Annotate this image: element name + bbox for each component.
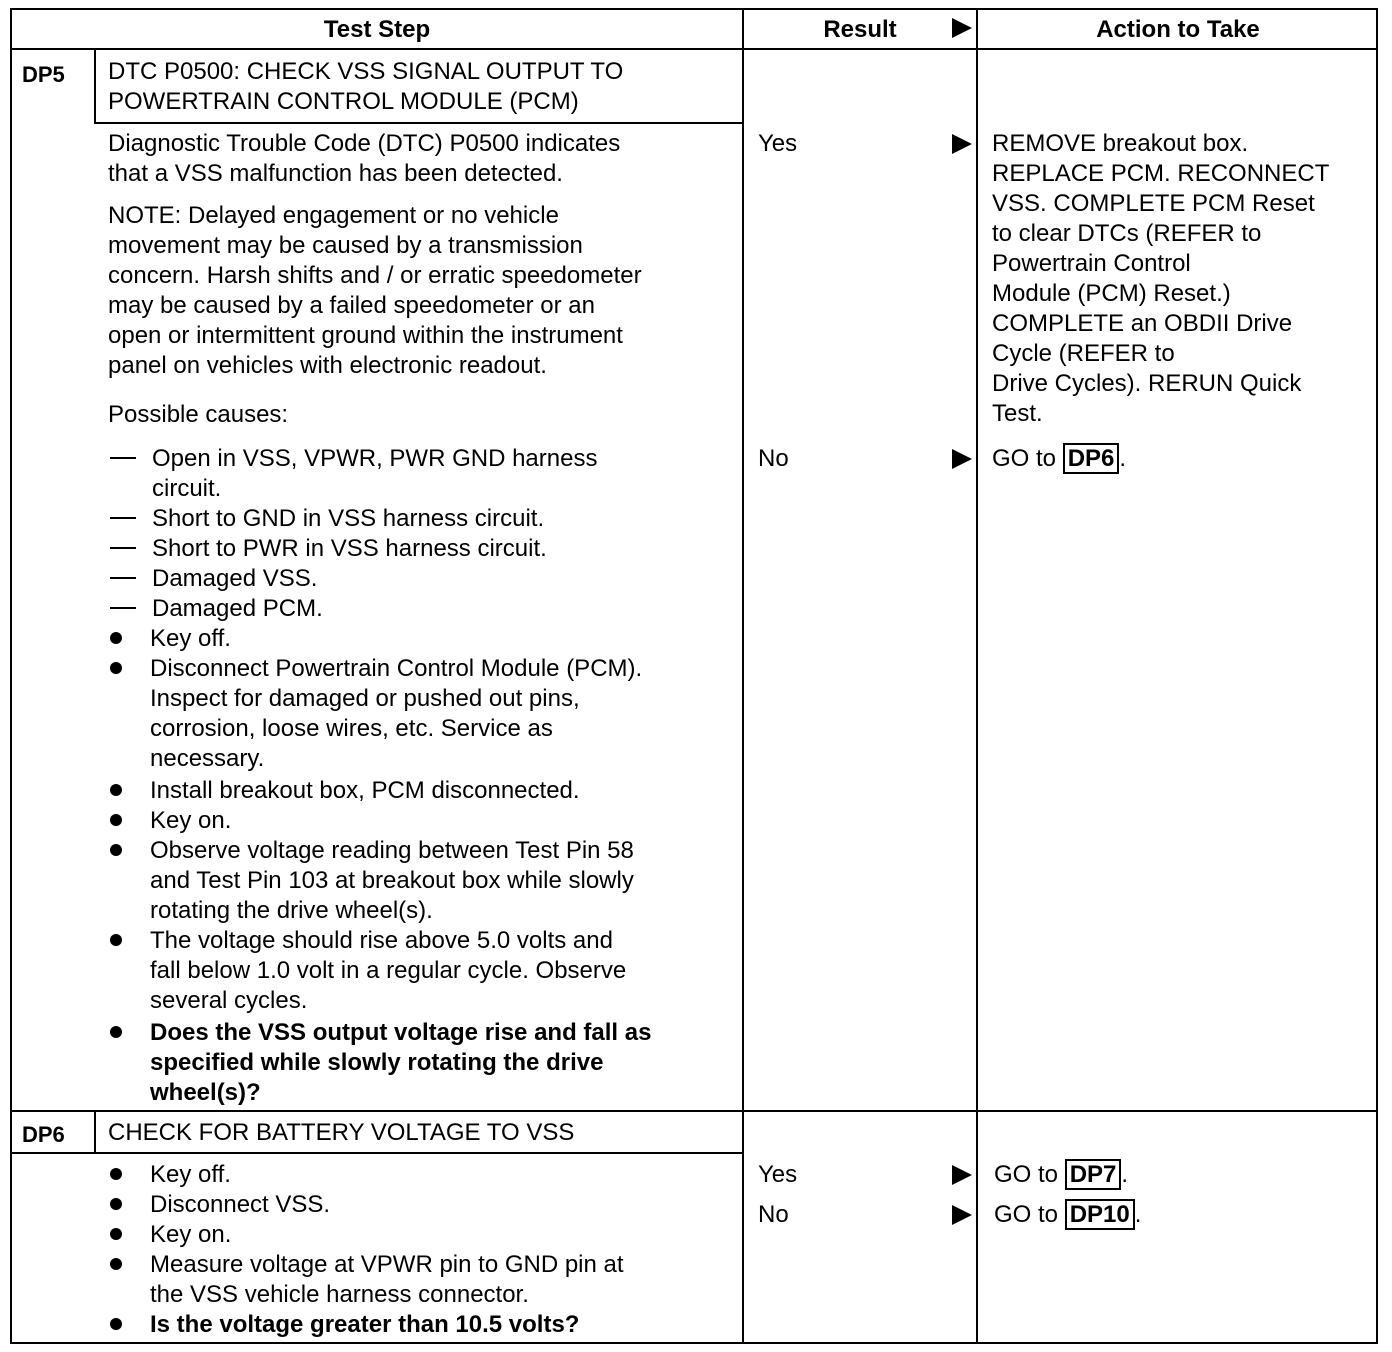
bullet-marker	[110, 1310, 138, 1340]
dp5-intro	[108, 129, 620, 189]
header-action: Action to Take	[1096, 16, 1260, 43]
step-item: Install breakout box, PCM disconnected.	[150, 777, 580, 804]
step-item: Key off.	[150, 625, 231, 652]
dp5-yes-action	[992, 129, 1329, 429]
diagnostic-table	[10, 8, 1378, 1344]
dp5-intro-line: that a VSS malfunction has been detected.	[108, 160, 563, 187]
dp5-intro-line: Diagnostic Trouble Code (DTC) P0500 indicates	[108, 130, 621, 157]
dp6-no-action	[994, 1200, 1141, 1230]
dp5-note-line: may be caused by a failed speedometer or an	[108, 292, 595, 319]
question-text: Does the VSS output voltage rise and fall as	[150, 1019, 652, 1046]
dp5-note	[108, 201, 642, 381]
step-text: rotating the drive wheel(s).	[150, 897, 433, 924]
action-line: Test.	[992, 400, 1043, 427]
dp5-causes-label: Possible causes:	[108, 401, 289, 428]
action-line: Drive Cycles). RERUN Quick	[992, 370, 1302, 397]
step-text: Measure voltage at VPWR pin to GND pin at	[150, 1251, 624, 1278]
dp5-note-line: panel on vehicles with electronic readout.	[108, 352, 547, 379]
dp5-no-arrow-icon	[952, 449, 972, 469]
dp5-code-divider	[94, 50, 96, 122]
step-item: Key on.	[150, 1221, 232, 1248]
action-line: Powertrain Control	[992, 250, 1191, 277]
bullet-marker	[110, 654, 138, 684]
step-text: and Test Pin 103 at breakout box while slowly	[150, 867, 634, 894]
dp6-title-underline	[12, 1152, 742, 1154]
cause-item: Short to GND in VSS harness circuit.	[152, 505, 545, 532]
cause-item: Damaged PCM.	[152, 595, 323, 622]
dp6-no-label: No	[758, 1201, 789, 1228]
dp5-note-line: open or intermittent ground within the instrument	[108, 322, 623, 349]
dp6-yes-label: Yes	[758, 1161, 798, 1188]
action-line: VSS. COMPLETE PCM Reset	[992, 190, 1315, 217]
dp5-title	[108, 57, 623, 117]
dp5-question	[150, 1018, 651, 1108]
dp5-note-line: movement may be caused by a transmission	[108, 232, 583, 259]
step-text: fall below 1.0 volt in a regular cycle. Observe	[150, 957, 627, 984]
bullet-marker	[110, 624, 138, 654]
dash-marker	[110, 504, 138, 534]
step-text: Observe voltage reading between Test Pin 58	[150, 837, 634, 864]
cause-item: Damaged VSS.	[152, 565, 318, 592]
question-text: specified while slowly rotating the drive	[150, 1049, 604, 1076]
dp6-code: DP6	[22, 1122, 65, 1147]
action-line: COMPLETE an OBDII Drive	[992, 310, 1293, 337]
column-divider-result	[742, 10, 744, 1342]
action-line: to clear DTCs (REFER to	[992, 220, 1262, 247]
header-test-step: Test Step	[323, 16, 431, 43]
dp5-title-line: DTC P0500: CHECK VSS SIGNAL OUTPUT TO	[108, 58, 624, 85]
bullet-marker	[110, 1250, 138, 1280]
step-item	[150, 654, 642, 774]
header-result: Result	[823, 16, 897, 43]
dash-marker	[110, 534, 138, 564]
bullet-marker	[110, 806, 138, 836]
dash-marker	[110, 564, 138, 594]
bullet-marker	[110, 776, 138, 806]
step-text: necessary.	[150, 745, 265, 772]
step-item: Key off.	[150, 1161, 231, 1188]
cause-item: Short to PWR in VSS harness circuit.	[152, 535, 547, 562]
column-divider-action	[976, 10, 978, 1342]
step-text: Inspect for damaged or pushed out pins,	[150, 685, 580, 712]
bullet-marker	[110, 1160, 138, 1190]
step-item	[150, 836, 634, 926]
bullet-marker	[110, 926, 138, 956]
dp5-yes-label: Yes	[758, 130, 798, 157]
goto-suffix: .	[1121, 1161, 1129, 1188]
goto-text: GO to	[994, 1201, 1059, 1228]
goto-dp7-link[interactable]: DP7	[1065, 1159, 1122, 1190]
step-item: Disconnect VSS.	[150, 1191, 331, 1218]
dp5-no-action	[992, 444, 1126, 474]
dp5-title-line: POWERTRAIN CONTROL MODULE (PCM)	[108, 88, 579, 115]
dp5-note-line: NOTE: Delayed engagement or no vehicle	[108, 202, 559, 229]
question-text: wheel(s)?	[150, 1079, 261, 1106]
bullet-marker	[110, 1018, 138, 1048]
dp5-code: DP5	[22, 62, 65, 87]
goto-text: GO to	[994, 1161, 1059, 1188]
action-line: Module (PCM) Reset.)	[992, 280, 1231, 307]
step-text: corrosion, loose wires, etc. Service as	[150, 715, 553, 742]
dp5-note-line: concern. Harsh shifts and / or erratic speedometer	[108, 262, 642, 289]
goto-dp10-link[interactable]: DP10	[1065, 1199, 1135, 1230]
dash-marker	[110, 444, 138, 474]
cause-text: Open in VSS, VPWR, PWR GND harness	[152, 445, 598, 472]
step-text: the VSS vehicle harness connector.	[150, 1281, 529, 1308]
step-item	[150, 1250, 624, 1310]
dp5-title-underline	[94, 122, 742, 124]
header-arrow-icon	[952, 18, 972, 38]
step-text: Disconnect Powertrain Control Module (PCM).	[150, 655, 643, 682]
cause-text: circuit.	[152, 475, 222, 502]
dp6-title: CHECK FOR BATTERY VOLTAGE TO VSS	[108, 1119, 575, 1146]
dp6-yes-arrow-icon	[952, 1165, 972, 1185]
action-line: Cycle (REFER to	[992, 340, 1175, 367]
dp6-code-divider	[94, 1110, 96, 1152]
goto-suffix: .	[1134, 1201, 1142, 1228]
dash-marker	[110, 594, 138, 624]
step-text: several cycles.	[150, 987, 308, 1014]
dp6-top-divider	[12, 1110, 1376, 1112]
dp6-no-arrow-icon	[952, 1205, 972, 1225]
dp6-question: Is the voltage greater than 10.5 volts?	[150, 1311, 580, 1338]
goto-text: GO to	[992, 445, 1057, 472]
bullet-marker	[110, 836, 138, 866]
goto-suffix: .	[1119, 445, 1127, 472]
step-text: The voltage should rise above 5.0 volts and	[150, 927, 613, 954]
bullet-marker	[110, 1220, 138, 1250]
goto-dp6-link[interactable]: DP6	[1063, 443, 1120, 474]
action-line: REPLACE PCM. RECONNECT	[992, 160, 1330, 187]
step-item	[150, 926, 626, 1016]
action-line: REMOVE breakout box.	[992, 130, 1249, 157]
step-item: Key on.	[150, 807, 232, 834]
bullet-marker	[110, 1190, 138, 1220]
dp5-yes-arrow-icon	[952, 134, 972, 154]
dp6-yes-action	[994, 1160, 1128, 1190]
dp5-no-label: No	[758, 445, 789, 472]
cause-item	[152, 444, 597, 504]
